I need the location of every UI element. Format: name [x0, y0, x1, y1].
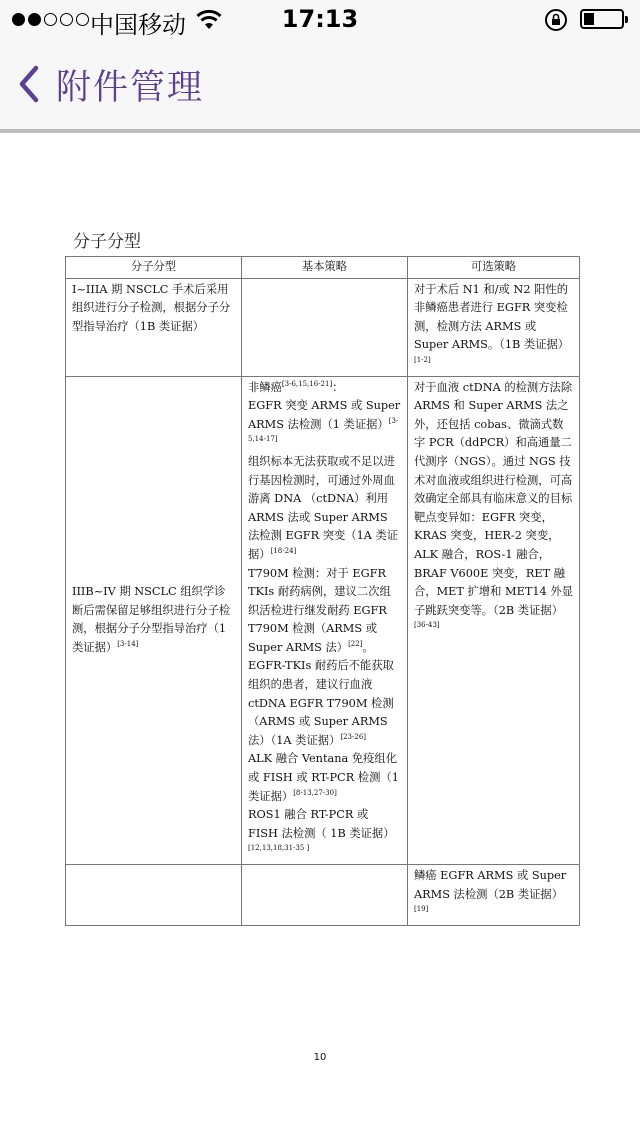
page-number: 10: [313, 1052, 327, 1063]
cell-text: 鳞癌 EGFR ARMS 或 Super ARMS 法检测（2B 类证据）: [414, 869, 567, 901]
page-title: 附件管理: [56, 68, 205, 108]
citation: [18-24]: [270, 547, 297, 556]
table-cell: [66, 278, 242, 376]
cell-text: I~IIIA 期 NSCLC 手术后采用组织进行分子检测，根据分子分型指导治疗（1B 类证据）: [72, 282, 231, 333]
cell-paragraph: [248, 806, 401, 862]
clock-time: 17:13: [281, 5, 359, 33]
molecular-typing-table: [65, 256, 580, 926]
column-header: 基本策略: [242, 257, 408, 279]
cell-paragraph: [248, 750, 401, 806]
document-viewer[interactable]: [0, 133, 640, 1136]
table-cell: [242, 376, 408, 864]
status-bar: [0, 0, 640, 40]
chevron-left-icon[interactable]: [16, 64, 42, 108]
citation: [19]: [414, 905, 429, 914]
column-header: 可选策略: [408, 257, 580, 279]
table-row: [66, 865, 580, 926]
table-cell: [408, 278, 580, 376]
table-cell: [66, 376, 242, 864]
cell-paragraph: [248, 379, 401, 398]
rotation-lock-icon: [544, 8, 568, 38]
battery-icon: [580, 9, 624, 29]
citation: [22]: [348, 640, 363, 649]
table-cell: [242, 278, 408, 376]
cell-paragraph: [248, 397, 401, 453]
navigation-bar: [0, 40, 640, 133]
cell-paragraph: [248, 565, 401, 751]
table-cell: [66, 865, 242, 926]
cell-text: ：: [332, 380, 344, 394]
cell-text: 非鳞癌: [248, 380, 282, 394]
table-cell: [408, 865, 580, 926]
citation: [23-26]: [340, 733, 367, 742]
cell-text: 。EGFR-TKIs 耐药后不能获取组织的患者，建议行血液 ctDNA EGFR T790M 检测（ARMS 或 Super ARMS 法）（1A 类证据）: [248, 640, 394, 747]
citation: [36-43]: [414, 621, 440, 630]
table-cell: [408, 376, 580, 864]
cell-text: ROS1 融合 RT-PCR 或 FISH 法检测（ 1B 类证据）: [248, 808, 395, 840]
cell-paragraph: [248, 453, 401, 565]
citation: [3-14]: [117, 640, 139, 649]
table-row: [66, 278, 580, 376]
cell-text: 对于血液 ctDNA 的检测方法除 ARMS 和 Super ARMS 法之外，还包括 cobas、微滴式数字 PCR（ddPCR）和高通量二代测序（NGS）。通过 NGS 技术对血液或组织进行检测，可高效确定全部具有临床意义的目标靶点变异如：EGFR 突变，KRAS 突变，HER-2 突变，ALK 融合，ROS-1 融合，BRAF V600E 突变，RET 融合，MET 扩增和 MET14 外显子跳跃突变等。（2B 类证据）: [414, 380, 573, 617]
cell-text: 组织标本无法获取或不足以进行基因检测时，可通过外周血游离 DNA （ctDNA）利用 ARMS 法或 Super ARMS 法检测 EGFR 突变（1A 类证据）: [248, 454, 399, 561]
table-cell: [242, 865, 408, 926]
column-header: 分子分型: [66, 257, 242, 279]
table-header-row: [66, 257, 580, 279]
cell-text: EGFR 突变 ARMS 或 Super ARMS 法检测（1 类证据）: [248, 399, 401, 431]
citation: [3-6,15,16-21]: [281, 379, 333, 388]
citation: [3-5,14-17]: [248, 416, 399, 444]
cell-text: IIIB~IV 期 NSCLC 组织学诊断后需保留足够组织进行分子检测，根据分子分型指导治疗（1 类证据）: [72, 585, 231, 654]
section-title: 分子分型: [73, 232, 141, 252]
cell-text: T790M 检测：对于 EGFR TKIs 耐药病例，建议二次组织活检进行继发耐药 EGFR T790M 检测（ARMS 或 Super ARMS 法）: [248, 566, 391, 654]
carrier-name: 中国移动: [90, 11, 186, 39]
citation: [12,13,18,31-35 ]: [248, 844, 310, 853]
table-row: [66, 376, 580, 864]
citation: [8-13,27-30]: [293, 788, 337, 797]
cell-text: 对于术后 N1 和/或 N2 阳性的非鳞癌患者进行 EGFR 突变检测，检测方法 ARMS 或 Super ARMS。（1B 类证据）: [414, 282, 570, 352]
citation: [1-2]: [414, 356, 431, 365]
cell-text: ALK 融合 Ventana 免疫组化或 FISH 或 RT-PCR 检测（1 类证据）: [248, 752, 399, 803]
